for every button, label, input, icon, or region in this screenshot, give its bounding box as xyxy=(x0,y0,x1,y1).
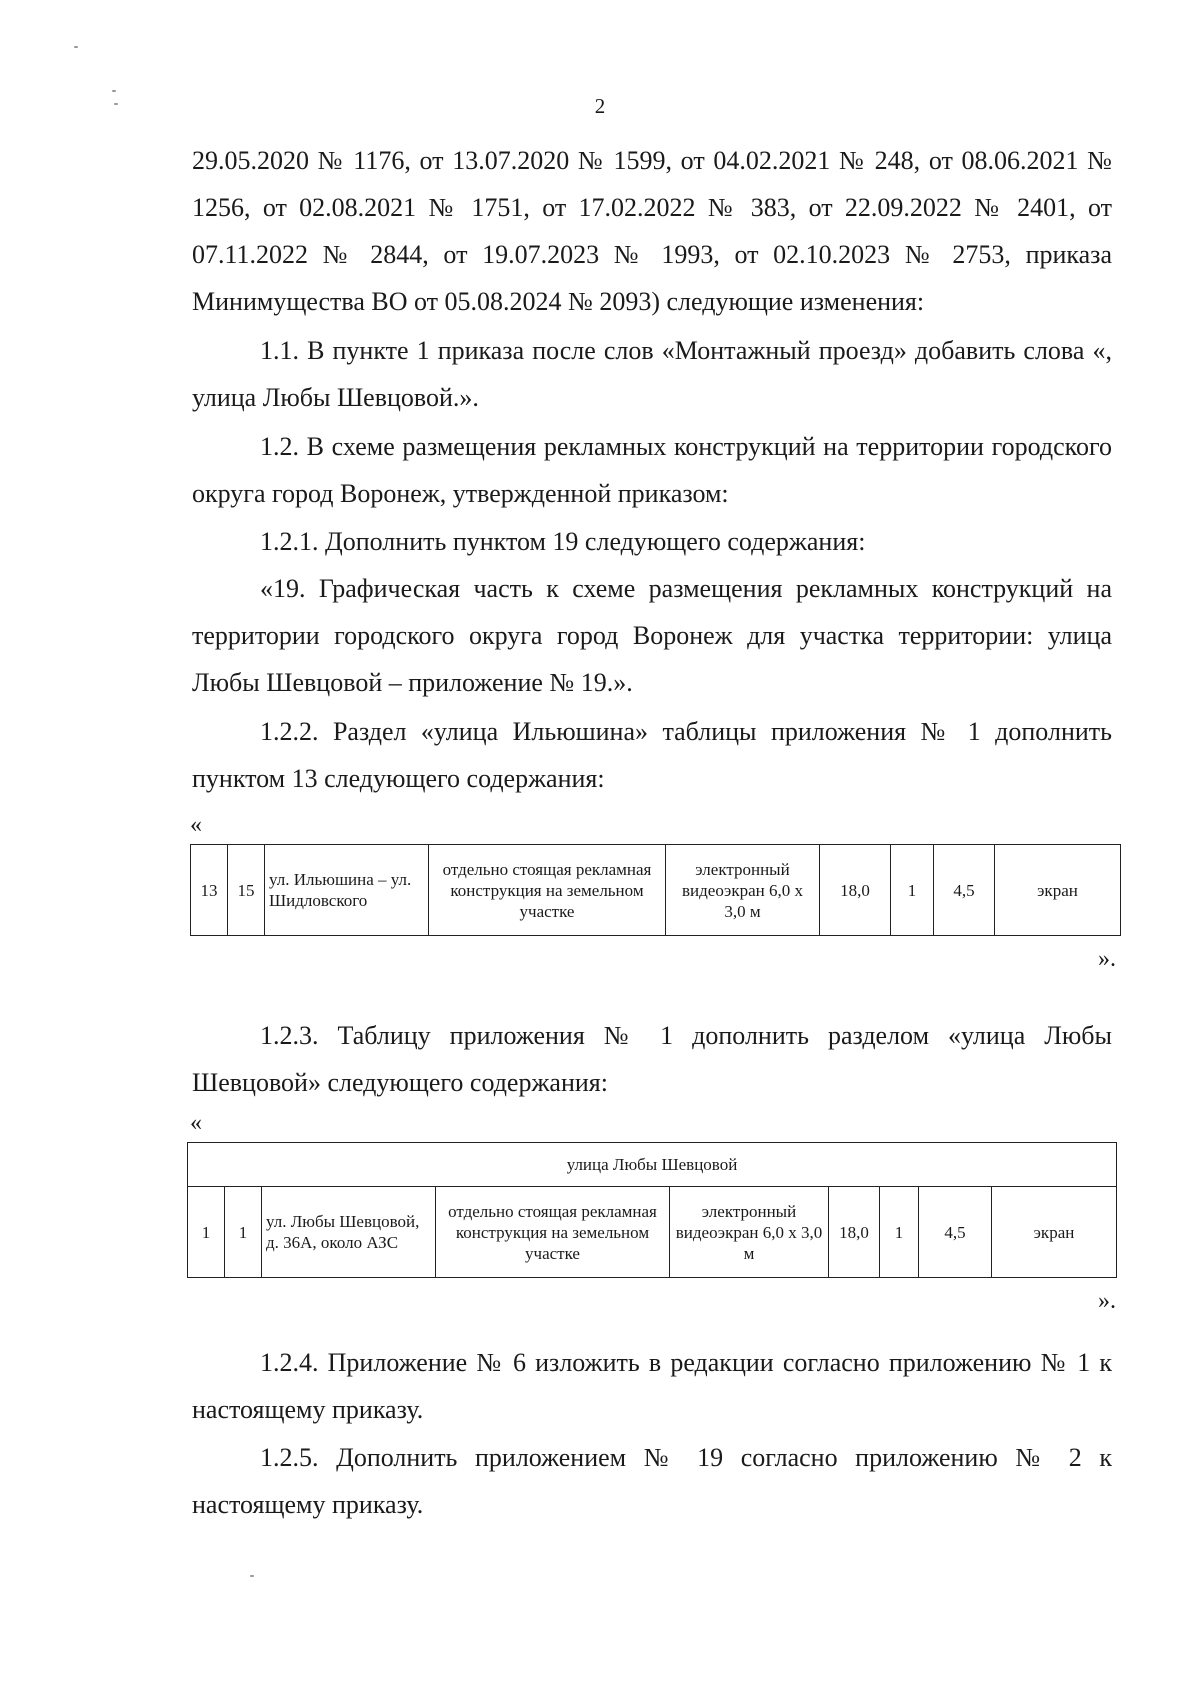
scan-speck xyxy=(112,90,116,92)
table-row xyxy=(191,845,1121,936)
table-cell-sides: 1 xyxy=(880,1187,919,1278)
table1-open-quote: « xyxy=(190,812,202,838)
table-cell-number: 1 xyxy=(188,1187,225,1278)
table-cell-address: ул. Любы Шевцовой, д. 36А, около АЗС xyxy=(262,1187,436,1278)
paragraph-1-1: 1.1. В пункте 1 приказа после слов «Монтажный проезд» добавить слова «, улица Любы Шевцовой.». xyxy=(192,336,1112,412)
table-cell-address: ул. Ильюшина – ул. Шидловского xyxy=(265,845,429,936)
paragraph-1-2: 1.2. В схеме размещения рекламных конструкций на территории городского округа город Воронеж, утвержденной приказом: xyxy=(192,432,1112,508)
table-cell-construction-type: отдельно стоящая рекламная конструкция на земельном участке xyxy=(429,845,666,936)
paragraph-1-2-4: 1.2.4. Приложение № 6 изложить в редакции согласно приложению № 1 к настоящему приказу. xyxy=(192,1348,1112,1424)
table-cell-construction-kind: электронный видеоэкран 6,0 х 3,0 м xyxy=(670,1187,829,1278)
table-cell-number: 13 xyxy=(191,845,228,936)
table-ilyushina-item-13 xyxy=(190,844,1121,936)
table-cell-format: экран xyxy=(992,1187,1117,1278)
table-cell-area: 18,0 xyxy=(820,845,891,936)
scan-speck xyxy=(74,46,78,48)
table-cell-sides: 1 xyxy=(891,845,934,936)
table-shevtsovoy-section xyxy=(187,1142,1117,1278)
table2-open-quote: « xyxy=(190,1110,202,1136)
paragraph-1-2-2: 1.2.2. Раздел «улица Ильюшина» таблицы приложения № 1 дополнить пунктом 13 следующего содержания: xyxy=(192,717,1112,793)
table-cell-height: 4,5 xyxy=(934,845,995,936)
paragraph-quote-19: «19. Графическая часть к схеме размещения рекламных конструкций на территории городского округа город Воронеж для участка территории: улица Любы Шевцовой – приложение № 19.». xyxy=(192,574,1112,697)
page-number: 2 xyxy=(594,94,606,118)
table-cell-construction-kind: электронный видеоэкран 6,0 х 3,0 м xyxy=(666,845,820,936)
scan-speck xyxy=(114,103,118,105)
paragraph-1-2-3: 1.2.3. Таблицу приложения № 1 дополнить разделом «улица Любы Шевцовой» следующего содержания: xyxy=(192,1021,1112,1097)
table-row xyxy=(188,1143,1117,1187)
table-section-title: улица Любы Шевцовой xyxy=(188,1143,1117,1187)
paragraph-amendments-list: 29.05.2020 № 1176, от 13.07.2020 № 1599, от 04.02.2021 № 248, от 08.06.2021 № 1256, от 02.08.2021 № 1751, от 17.02.2022 № 383, от 22.09.2022 № 2401, от 07.11.2022 № 2844, от 19.07.2023 № 1993, от 02.10.2023 № 2753, приказа Минимущества ВО от 05.08.2024 № 2093) следующие изменения: xyxy=(192,146,1112,316)
table2-close-quote: ». xyxy=(1098,1288,1116,1314)
paragraph-1-2-5: 1.2.5. Дополнить приложением № 19 согласно приложению № 2 к настоящему приказу. xyxy=(192,1443,1112,1519)
table-cell-format: экран xyxy=(995,845,1121,936)
scan-speck xyxy=(250,1575,254,1577)
table-cell-position: 15 xyxy=(228,845,265,936)
table-cell-construction-type: отдельно стоящая рекламная конструкция на земельном участке xyxy=(436,1187,670,1278)
table1-close-quote: ». xyxy=(1098,946,1116,972)
table-cell-position: 1 xyxy=(225,1187,262,1278)
table-cell-height: 4,5 xyxy=(919,1187,992,1278)
paragraph-1-2-1: 1.2.1. Дополнить пунктом 19 следующего содержания: xyxy=(260,527,866,556)
table-cell-area: 18,0 xyxy=(829,1187,880,1278)
table-row xyxy=(188,1187,1117,1278)
